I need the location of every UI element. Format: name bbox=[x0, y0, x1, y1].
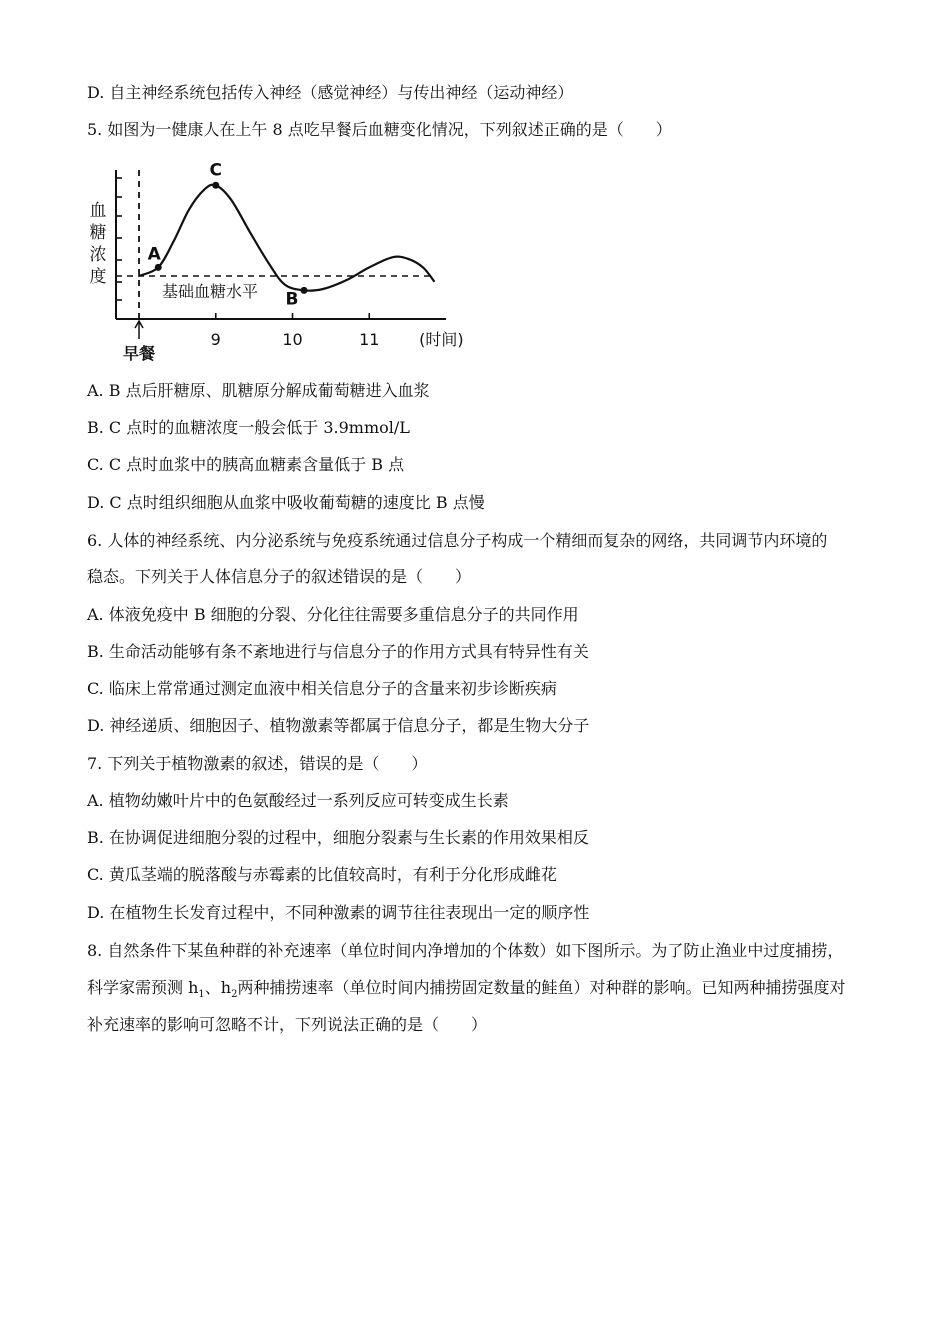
q5-option-d: D. C 点时组织细胞从血浆中吸收葡萄糖的速度比 B 点慢 bbox=[87, 493, 485, 512]
y-label-char: 糖 bbox=[89, 223, 107, 243]
point-label-a: A bbox=[147, 244, 161, 265]
y-axis-label bbox=[90, 201, 107, 287]
blood-glucose-chart bbox=[86, 152, 466, 364]
q7-stem: 7. 下列关于植物激素的叙述，错误的是（ ） bbox=[87, 754, 428, 773]
y-label-char: 度 bbox=[89, 267, 107, 287]
q6-stem-line1: 6. 人体的神经系统、内分泌系统与免疫系统通过信息分子构成一个精细而复杂的网络，共同调节内环境的 bbox=[87, 531, 828, 550]
q5-option-a: A. B 点后肝糖原、肌糖原分解成葡萄糖进入血浆 bbox=[87, 381, 430, 400]
baseline-label: 基础血糖水平 bbox=[162, 282, 259, 301]
q6-option-a: A. 体液免疫中 B 细胞的分裂、分化往往需要多重信息分子的共同作用 bbox=[87, 605, 579, 624]
q5-option-b: B. C 点时的血糖浓度一般会低于 3.9mmol/L bbox=[87, 418, 410, 437]
q6-option-c: C. 临床上常常通过测定血液中相关信息分子的含量来初步诊断疾病 bbox=[87, 679, 557, 698]
q5-option-c: C. C 点时血浆中的胰高血糖素含量低于 B 点 bbox=[87, 455, 405, 474]
q7-option-d: D. 在植物生长发育过程中，不同种激素的调节往往表现出一定的顺序性 bbox=[87, 903, 590, 922]
point-label-c: C bbox=[209, 160, 223, 181]
point-c bbox=[212, 182, 219, 189]
q8-line2-part-c: 两种捕捞速率（单位时间内捕捞固定数量的鲑鱼）对种群的影响。已知两种捕捞强度对 bbox=[237, 978, 846, 997]
q7-option-c: C. 黄瓜茎端的脱落酸与赤霉素的比值较高时，有利于分化形成雌花 bbox=[87, 865, 557, 884]
x-tick-label: 11 bbox=[359, 330, 380, 349]
point-label-b: B bbox=[285, 289, 299, 310]
q8-line2-part-a: 科学家需预测 h bbox=[87, 978, 199, 997]
y-label-char: 浓 bbox=[89, 245, 107, 265]
q6-option-b: B. 生命活动能够有条不紊地进行与信息分子的作用方式具有特异性有关 bbox=[87, 642, 589, 661]
point-b bbox=[301, 287, 308, 294]
y-label-char: 血 bbox=[89, 201, 107, 221]
meal-arrow bbox=[135, 321, 143, 339]
x-tick-label: 10 bbox=[282, 330, 303, 349]
q8-stem-line1: 8. 自然条件下某鱼种群的补充速率（单位时间内净增加的个体数）如下图所示。为了防止渔业中过度捕捞， bbox=[87, 941, 844, 960]
q7-option-b: B. 在协调促进细胞分裂的过程中，细胞分裂素与生长素的作用效果相反 bbox=[87, 828, 589, 847]
glucose-curve bbox=[139, 185, 435, 291]
q7-option-a: A. 植物幼嫩叶片中的色氨酸经过一系列反应可转变成生长素 bbox=[87, 791, 509, 810]
meal-label: 早餐 bbox=[123, 344, 156, 363]
q8-line2-part-b: 、h bbox=[204, 978, 232, 997]
q6-stem-line2: 稳态。下列关于人体信息分子的叙述错误的是（ ） bbox=[87, 567, 472, 586]
point-a bbox=[155, 264, 162, 271]
q4-option-d: D. 自主神经系统包括传入神经（感觉神经）与传出神经（运动神经） bbox=[87, 83, 574, 102]
q8-h2-subscript: 2 bbox=[231, 989, 238, 1001]
x-tick-label: 9 bbox=[210, 330, 221, 349]
q8-stem-line3: 补充速率的影响可忽略不计，下列说法正确的是（ ） bbox=[87, 1015, 488, 1034]
q8-h1-subscript: 1 bbox=[198, 989, 205, 1001]
x-axis-label: (时间) bbox=[419, 330, 464, 349]
q5-stem: 5. 如图为一健康人在上午 8 点吃早餐后血糖变化情况，下列叙述正确的是（ ） bbox=[87, 120, 672, 139]
q8-stem-line2 bbox=[87, 977, 845, 1006]
q6-option-d: D. 神经递质、细胞因子、植物激素等都属于信息分子，都是生物大分子 bbox=[87, 716, 590, 735]
